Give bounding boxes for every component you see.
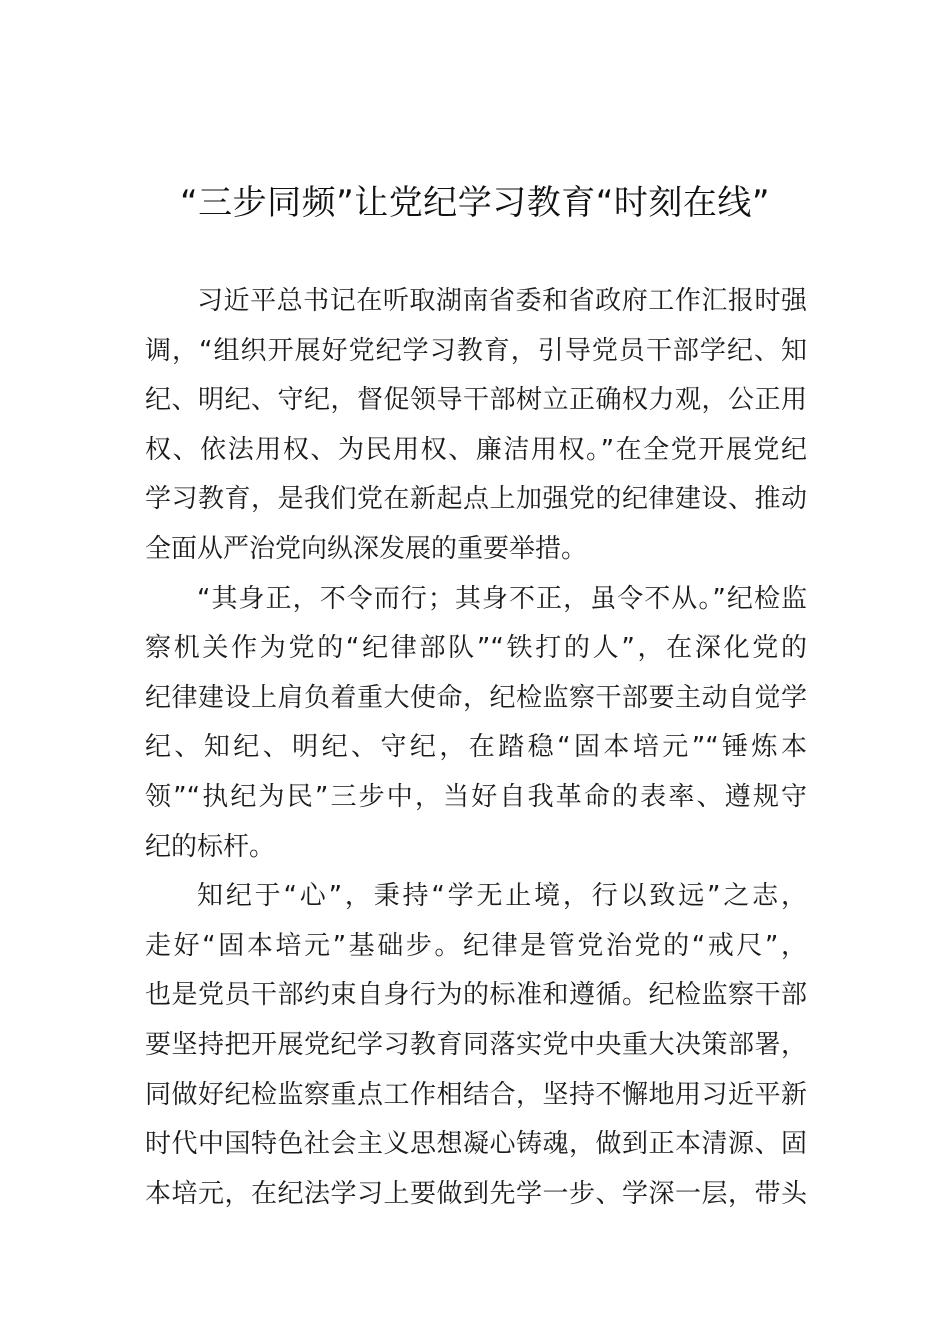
paragraph-line: 全面从严治党向纵深发展的重要举措。 bbox=[145, 533, 588, 564]
paragraph-line: 纪律建设上肩负着重大使命，纪检监察干部要主动自觉学 bbox=[145, 682, 807, 713]
document-title: “三步同频”让党纪学习教育“时刻在线” bbox=[180, 183, 770, 223]
paragraph-line: 走好“固本培元”基础步。纪律是管党治党的“戒尺”， bbox=[145, 930, 807, 961]
paragraph-line: 权、依法用权、为民用权、廉洁用权。”在全党开展党纪 bbox=[145, 434, 807, 465]
paragraph-line: 知纪于“心”，秉持“学无止境，行以致远”之志， bbox=[197, 881, 807, 912]
paragraph-2 bbox=[145, 575, 807, 873]
paragraph-line: 纪、明纪、守纪，督促领导干部树立正确权力观，公正用 bbox=[145, 385, 807, 416]
paragraph-line: 纪的标杆。 bbox=[145, 831, 276, 862]
document-body bbox=[145, 277, 807, 1219]
paragraph-line: 纪、知纪、明纪、守纪，在踏稳“固本培元”“锤炼本 bbox=[145, 732, 807, 763]
paragraph-line: 学习教育，是我们党在新起点上加强党的纪律建设、推动 bbox=[145, 484, 807, 515]
paragraph-line: 察机关作为党的“纪律部队”“铁打的人”，在深化党的 bbox=[145, 633, 807, 664]
paragraph-line: 时代中国特色社会主义思想凝心铸魂，做到正本清源、固 bbox=[145, 1129, 807, 1160]
paragraph-line: 本培元，在纪法学习上要做到先学一步、学深一层，带头 bbox=[145, 1178, 807, 1209]
paragraph-3 bbox=[145, 872, 807, 1219]
paragraph-line: 也是党员干部约束自身行为的标准和遵循。纪检监察干部 bbox=[145, 980, 807, 1011]
paragraph-1 bbox=[145, 277, 807, 575]
paragraph-line: 习近平总书记在听取湖南省委和省政府工作汇报时强 bbox=[197, 286, 807, 316]
paragraph-line: 调，“组织开展好党纪学习教育，引导党员干部学纪、知 bbox=[145, 335, 807, 366]
paragraph-line: 要坚持把开展党纪学习教育同落实党中央重大决策部署， bbox=[145, 1029, 807, 1060]
paragraph-line: “其身正，不令而行；其身不正，虽令不从。”纪检监 bbox=[197, 583, 807, 614]
paragraph-line: 同做好纪检监察重点工作相结合，坚持不懈地用习近平新 bbox=[145, 1079, 807, 1110]
paragraph-line: 领”“执纪为民”三步中，当好自我革命的表率、遵规守 bbox=[145, 781, 807, 812]
